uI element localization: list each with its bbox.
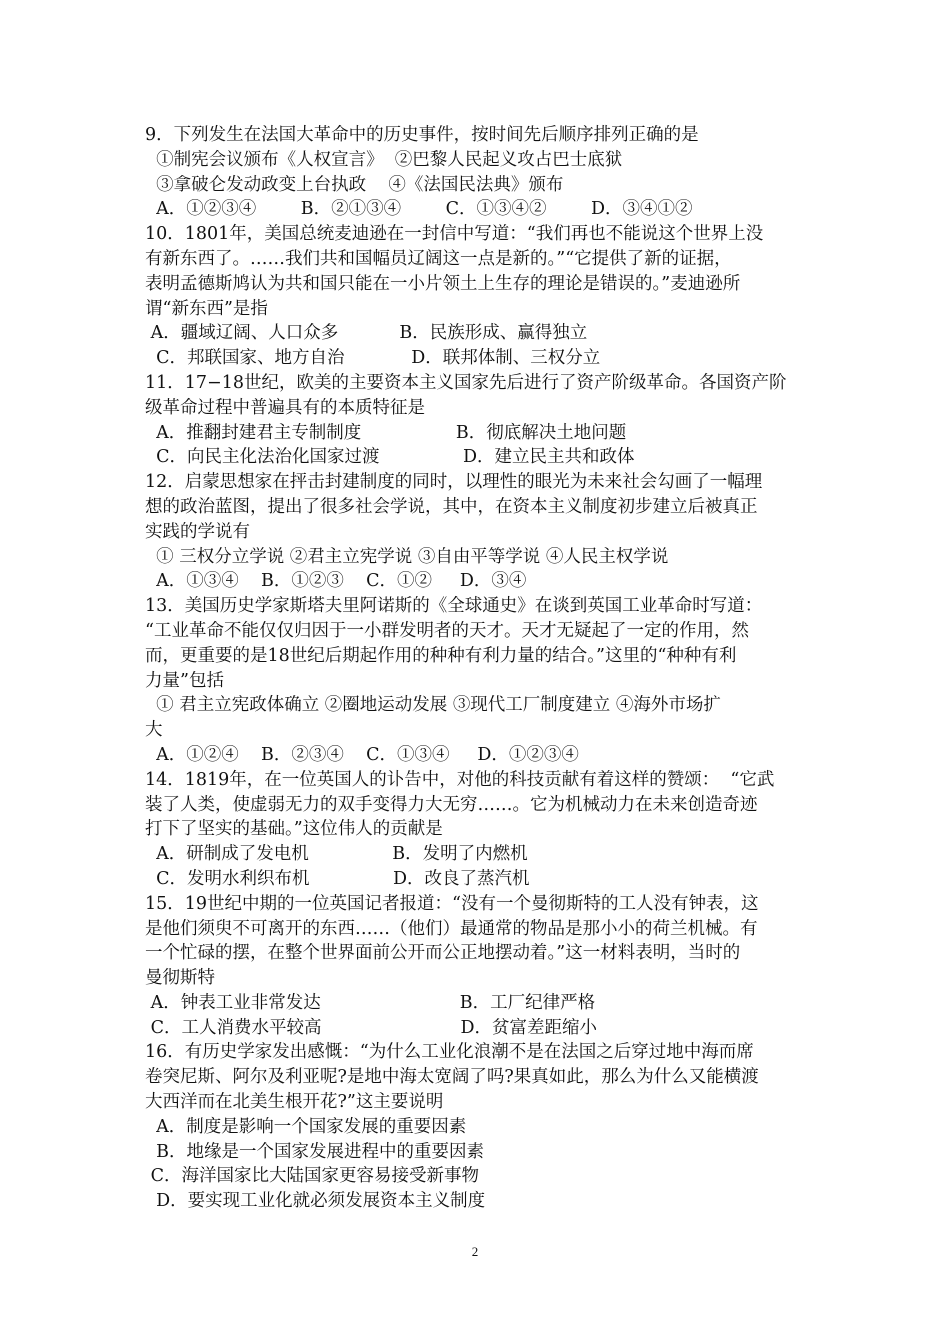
text-line: B．地缘是一个国家发展进程中的重要因素 xyxy=(145,1141,484,1162)
text-line: 谓“新东西”是指 xyxy=(145,298,268,319)
text-line: ① 君主立宪政体确立 ②圈地运动发展 ③现代工厂制度建立 ④海外市场扩 xyxy=(145,695,721,716)
text-line: 装了人类，使虚弱无力的双手变得力大无穷……。它为机械动力在未来创造奇迹 xyxy=(145,794,758,815)
text-line: A．钟表工业非常发达 B．工厂纪律严格 xyxy=(145,992,596,1013)
text-line: 15．19世纪中期的一位英国记者报道：“没有一个曼彻斯特的工人没有钟表，这 xyxy=(145,893,759,914)
text-line: 级革命过程中普遍具有的本质特征是 xyxy=(145,397,425,418)
text-line: 有新东西了。……我们共和国幅员辽阔这一点是新的。”“它提供了新的证据， xyxy=(145,248,732,269)
text-line: C．工人消费水平较高 D．贫富差距缩小 xyxy=(145,1017,598,1038)
text-line: A．疆域辽阔、人口众多 B．民族形成、赢得独立 xyxy=(145,323,588,344)
text-line: 曼彻斯特 xyxy=(145,968,215,989)
text-line: 12．启蒙思想家在抨击封建制度的同时，以理性的眼光为未来社会勾画了一幅理 xyxy=(145,472,763,493)
text-line: 而，更重要的是18世纪后期起作用的种种有利力量的结合。”这里的“种种有利 xyxy=(145,645,737,666)
text-line: A．①②③④ B．②①③④ C．①③④② D．③④①② xyxy=(145,199,693,220)
text-line: 想的政治蓝图，提出了很多社会学说，其中，在资本主义制度初步建立后被真正 xyxy=(145,496,758,517)
text-line: C．向民主化法治化国家过渡 D．建立民主共和政体 xyxy=(145,447,635,468)
text-line: C．邦联国家、地方自治 D．联邦体制、三权分立 xyxy=(145,348,601,369)
text-line: 大西洋而在北美生根开花?”这主要说明 xyxy=(145,1092,444,1113)
text-line: 力量”包括 xyxy=(145,670,224,691)
document-body xyxy=(145,123,815,1214)
text-line: 一个忙碌的摆，在整个世界面前公开而公正地摆动着。”这一材料表明，当时的 xyxy=(145,943,741,964)
text-line: 11．17−18世纪，欧美的主要资本主义国家先后进行了资产阶级革命。各国资产阶 xyxy=(145,372,787,393)
text-line: A．制度是影响一个国家发展的重要因素 xyxy=(145,1116,467,1137)
text-line: 16．有历史学家发出感慨：“为什么工业化浪潮不是在法国之后穿过地中海而席 xyxy=(145,1042,754,1063)
text-line: A．①②④ B．②③④ C．①③④ D．①②③④ xyxy=(145,744,579,765)
text-line: C．发明水利织布机 D．改良了蒸汽机 xyxy=(145,868,530,889)
text-line: ① 三权分立学说 ②君主立宪学说 ③自由平等学说 ④人民主权学说 xyxy=(145,546,669,567)
text-line: 10．1801年，美国总统麦迪逊在一封信中写道：“我们再也不能说这个世界上没 xyxy=(145,224,764,245)
text-line: A．推翻封建君主专制制度 B．彻底解决土地问题 xyxy=(145,422,627,443)
text-line: 表明孟德斯鸠认为共和国只能在一小片领土上生存的理论是错误的。”麦迪逊所 xyxy=(145,273,741,294)
text-line: 14．1819年，在一位英国人的讣告中，对他的科技贡献有着这样的赞颂： “它武 xyxy=(145,769,775,790)
text-line: ③拿破仑发动政变上台执政 ④《法国民法典》颁布 xyxy=(145,174,564,195)
text-line: A．研制成了发电机 B．发明了内燃机 xyxy=(145,844,528,865)
text-line: ①制宪会议颁布《人权宣言》 ②巴黎人民起义攻占巴士底狱 xyxy=(145,149,623,170)
text-line: 打下了坚实的基础。”这位伟人的贡献是 xyxy=(145,819,443,840)
text-line: 实践的学说有 xyxy=(145,521,250,542)
text-line: 大 xyxy=(145,720,163,741)
text-line: 9．下列发生在法国大革命中的历史事件，按时间先后顺序排列正确的是 xyxy=(145,125,699,145)
page-number: 2 xyxy=(471,1244,479,1259)
text-line: A．①③④ B．①②③ C．①② D．③④ xyxy=(145,571,527,592)
text-line: D．要实现工业化就必须发展资本主义制度 xyxy=(145,1191,486,1212)
text-line: 卷突尼斯、阿尔及利亚呢?是地中海太宽阔了吗?果真如此，那么为什么又能横渡 xyxy=(145,1067,759,1088)
text-line: 13．美国历史学家斯塔夫里阿诺斯的《全球通史》在谈到英国工业革命时写道： xyxy=(145,596,763,617)
text-line: C．海洋国家比大陆国家更容易接受新事物 xyxy=(145,1166,479,1187)
text-line: “工业革命不能仅仅归因于一小群发明者的天才。天才无疑起了一定的作用，然 xyxy=(145,620,749,641)
text-line: 是他们须臾不可离开的东西……（他们）最通常的物品是那小小的荷兰机械。有 xyxy=(145,918,758,939)
